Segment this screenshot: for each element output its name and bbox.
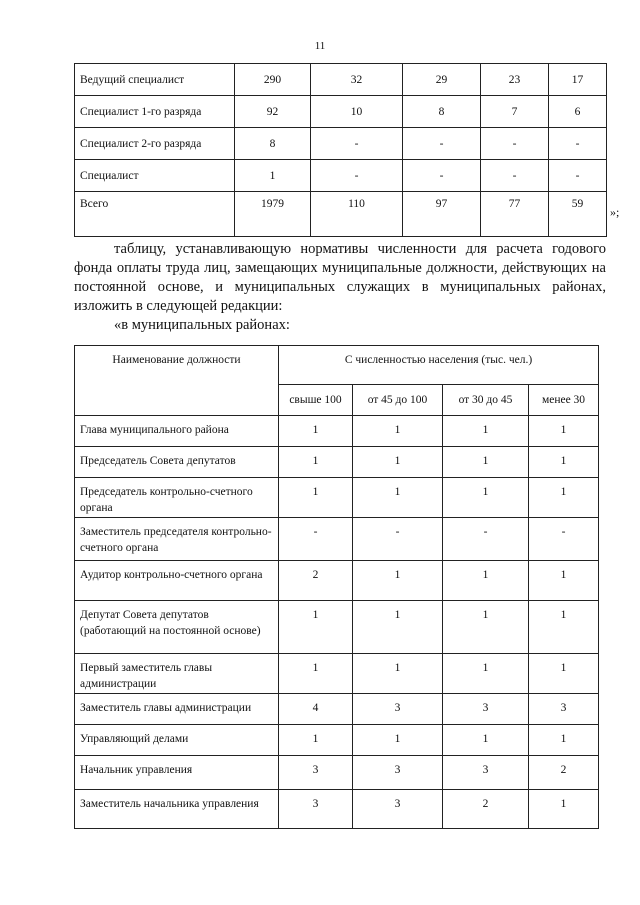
table-row <box>75 192 607 237</box>
table-row <box>75 447 599 478</box>
table-cell: 2 <box>443 790 529 829</box>
table-cell: - <box>549 128 607 160</box>
position-name: Аудитор контрольно-счетного органа <box>75 561 279 601</box>
table-row <box>75 518 599 561</box>
table-row <box>75 725 599 756</box>
table-cell: 97 <box>403 192 481 237</box>
table-cell: 1 <box>279 654 353 694</box>
table-cell: 1 <box>529 478 599 518</box>
table-row <box>75 478 599 518</box>
table-cell: 59 <box>549 192 607 237</box>
position-name: Заместитель начальника управления <box>75 790 279 829</box>
table-row <box>75 64 607 96</box>
table-cell: 3 <box>353 694 443 725</box>
table-cell: - <box>529 518 599 561</box>
table-cell: 1 <box>279 478 353 518</box>
table-cell: - <box>481 160 549 192</box>
table-row <box>75 96 607 128</box>
table-cell: - <box>353 518 443 561</box>
table-cell: 17 <box>549 64 607 96</box>
header-column: от 45 до 100 <box>353 385 443 416</box>
position-name: Специалист 1-го разряда <box>75 96 235 128</box>
position-name: Глава муниципального района <box>75 416 279 447</box>
table-cell: 1 <box>353 654 443 694</box>
table-row <box>75 790 599 829</box>
municipal-district-norms-table <box>74 345 599 829</box>
table-cell: - <box>403 160 481 192</box>
table-cell: 8 <box>403 96 481 128</box>
table-row <box>75 654 599 694</box>
table-cell: 1 <box>529 725 599 756</box>
table-cell: 77 <box>481 192 549 237</box>
table-cell: 3 <box>443 756 529 790</box>
table-cell: - <box>311 128 403 160</box>
table-cell: 92 <box>235 96 311 128</box>
table-cell: - <box>443 518 529 561</box>
header-column: свыше 100 <box>279 385 353 416</box>
table-cell: 4 <box>279 694 353 725</box>
position-name: Председатель Совета депутатов <box>75 447 279 478</box>
table-cell: 1 <box>353 447 443 478</box>
table-cell: 1 <box>443 447 529 478</box>
header-position-name: Наименование должности <box>75 346 279 416</box>
table-cell: 1 <box>529 601 599 654</box>
table-cell: 2 <box>529 756 599 790</box>
position-name: Первый заместитель главы администрации <box>75 654 279 694</box>
table-cell: 3 <box>353 756 443 790</box>
table-cell: 1 <box>529 416 599 447</box>
table-cell: 23 <box>481 64 549 96</box>
position-name: Управляющий делами <box>75 725 279 756</box>
table-cell: - <box>279 518 353 561</box>
table-row <box>75 416 599 447</box>
position-name: Депутат Совета депутатов (работающий на постоянной основе) <box>75 601 279 654</box>
table-cell: 1 <box>443 561 529 601</box>
table-cell: 1 <box>353 478 443 518</box>
paragraph-amendment: таблицу, устанавливающую нормативы численности для расчета годового фонда оплаты труда лиц, замещающих муниципальные должности, действующих на постоянной основе, и муниципальных служащих в муниципальных районах, изложить в следующей редакции: <box>74 241 606 314</box>
table-cell: 1 <box>529 654 599 694</box>
position-name: Ведущий специалист <box>75 64 235 96</box>
table-cell: 2 <box>279 561 353 601</box>
staff-count-table-continued <box>74 63 607 237</box>
closing-quote: »; <box>610 205 620 219</box>
page-number: 11 <box>314 40 326 52</box>
table-row <box>75 601 599 654</box>
table-cell: 1 <box>529 561 599 601</box>
table-row <box>75 694 599 725</box>
position-name: Заместитель главы администрации <box>75 694 279 725</box>
table-cell: 1 <box>353 725 443 756</box>
table-cell: 1 <box>443 416 529 447</box>
table-cell: 1 <box>529 790 599 829</box>
table-cell: 1 <box>279 416 353 447</box>
table-cell: 7 <box>481 96 549 128</box>
table-cell: 1 <box>529 447 599 478</box>
table-row <box>75 160 607 192</box>
table-cell: 3 <box>353 790 443 829</box>
header-column: менее 30 <box>529 385 599 416</box>
table-cell: 1 <box>279 725 353 756</box>
table-row <box>75 756 599 790</box>
table-cell: 1 <box>235 160 311 192</box>
table-cell: 1 <box>353 601 443 654</box>
header-column: от 30 до 45 <box>443 385 529 416</box>
table-cell: 1 <box>443 654 529 694</box>
table-cell: 110 <box>311 192 403 237</box>
position-name: Председатель контрольно-счетного органа <box>75 478 279 518</box>
table-cell: 1 <box>443 478 529 518</box>
table-cell: - <box>549 160 607 192</box>
table-cell: 1 <box>279 601 353 654</box>
position-name: Специалист <box>75 160 235 192</box>
position-name: Всего <box>75 192 235 237</box>
table-cell: - <box>311 160 403 192</box>
position-name: Специалист 2-го разряда <box>75 128 235 160</box>
table-cell: 32 <box>311 64 403 96</box>
paragraph-district-intro: «в муниципальных районах: <box>114 317 290 333</box>
table-cell: 290 <box>235 64 311 96</box>
table-row <box>75 128 607 160</box>
table-cell: 3 <box>443 694 529 725</box>
table-cell: 3 <box>279 756 353 790</box>
position-name: Заместитель председателя контрольно-счетного органа <box>75 518 279 561</box>
table-cell: 1 <box>353 561 443 601</box>
table-cell: - <box>403 128 481 160</box>
position-name: Начальник управления <box>75 756 279 790</box>
header-population-group: С численностью населения (тыс. чел.) <box>279 346 599 385</box>
table-cell: 6 <box>549 96 607 128</box>
table-cell: 1 <box>279 447 353 478</box>
table-cell: 1979 <box>235 192 311 237</box>
table-cell: 3 <box>529 694 599 725</box>
table-row <box>75 561 599 601</box>
table-cell: 1 <box>443 601 529 654</box>
table-cell: 10 <box>311 96 403 128</box>
table-cell: 1 <box>443 725 529 756</box>
table-cell: - <box>481 128 549 160</box>
table-cell: 29 <box>403 64 481 96</box>
table-cell: 1 <box>353 416 443 447</box>
table-cell: 3 <box>279 790 353 829</box>
table-cell: 8 <box>235 128 311 160</box>
